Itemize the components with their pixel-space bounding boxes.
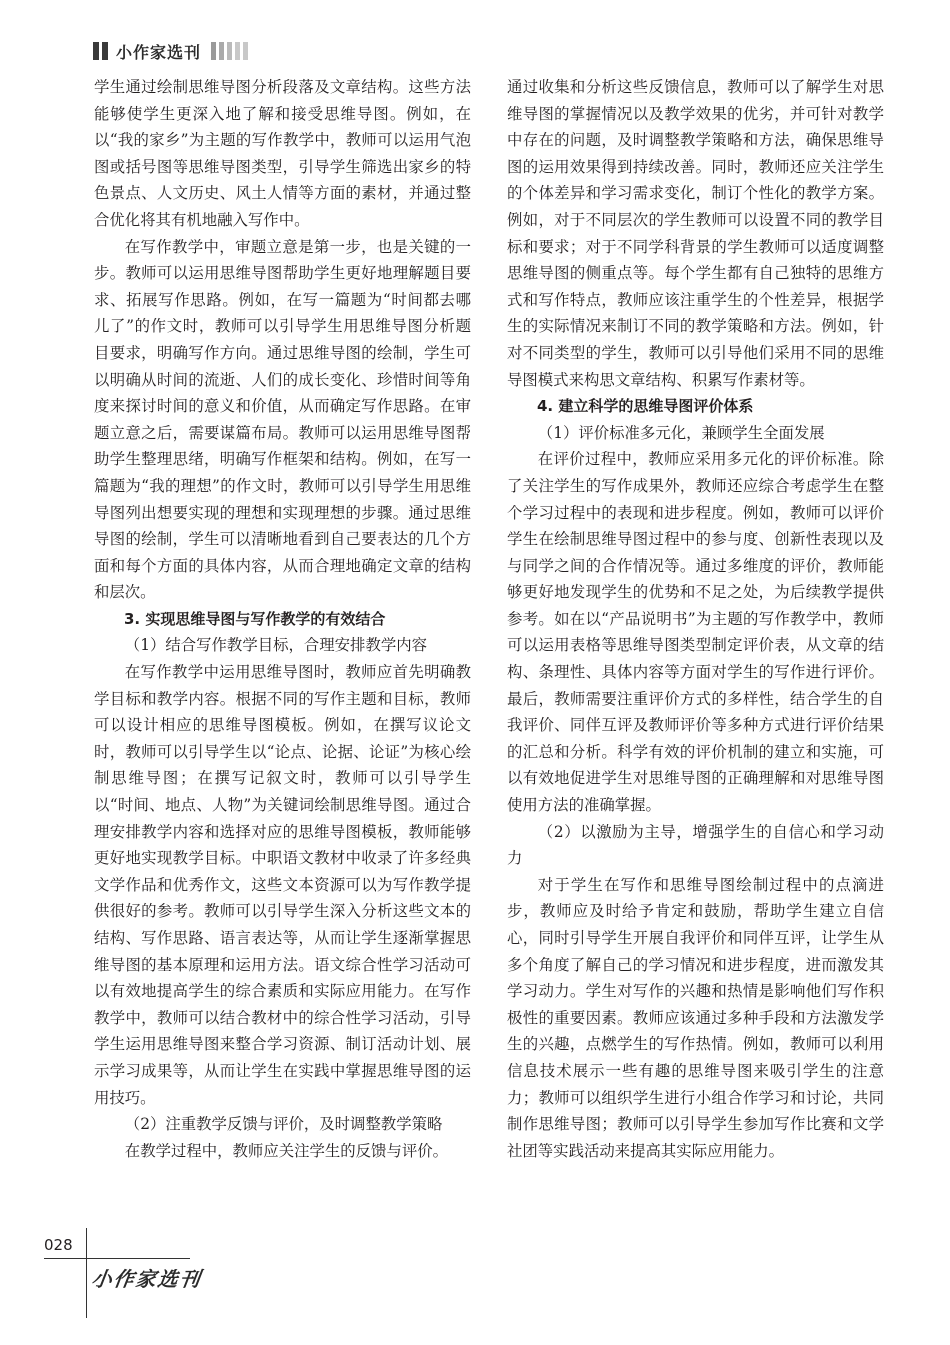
subsection-heading: （2）以激励为主导，增强学生的自信心和学习动力 <box>507 822 884 868</box>
header-light-bars <box>211 42 248 60</box>
paragraph: 对于学生在写作和思维导图绘制过程中的点滴进步，教师应及时给予肯定和鼓励，帮助学生建立自信心，同时引导学生开展自我评价和同伴互评，让学生从多个角度了解自己的学习情况和进步程度，进而激发其学习动力。学生对写作的兴趣和热情是影响他们写作积极性的重要因素。教师应该通过多种手段和方法激发学生的兴趣，点燃学生的写作热情。例如，教师可以利用信息技术展示一些有趣的思维导图来吸引学生的注意力；教师可以组织学生进行小组合作学习和讨论，共同制作思维导图；教师可以引导学生参加写作比赛和文学社团等实践活动来提高其实际应用能力。 <box>507 875 884 1160</box>
paragraph: 通过收集和分析这些反馈信息，教师可以了解学生对思维导图的掌握情况以及教学效果的优劣，并可针对教学中存在的问题，及时调整教学策略和方法，确保思维导图的运用效果得到持续改善。同时，教师还应关注学生的个体差异和学习需求变化，制订个性化的教学方案。例如，对于不同层次的学生教师可以设置不同的教学目标和要求；对于不同学科背景的学生教师可以适度调整思维导图的侧重点等。每个学生都有自己独特的思维方式和写作特点，教师应该注重学生的个性差异，根据学生的实际情况来制订不同的教学策略和方法。例如，针对不同类型的学生，教师可以引导他们采用不同的思维导图模式来构思文章结构、积累写作素材等。 <box>507 78 884 389</box>
paragraph: 学生通过绘制思维导图分析段落及文章结构。这些方法能够使学生更深入地了解和接受思维导图。例如，在以“我的家乡”为主题的写作教学中，教师可以运用气泡图或括号图等思维导图类型，引导学生筛选出家乡的特色景点、人文历史、风土人情等方面的素材，并通过整合优化将其有机地融入写作中。 <box>94 78 471 229</box>
subsection-heading: （1）评价标准多元化，兼顾学生全面发展 <box>537 423 825 442</box>
page-number: 028 <box>44 1236 73 1254</box>
section-heading: 4. 建立科学的思维导图评价体系 <box>537 397 754 416</box>
subsection-heading: （1）结合写作教学目标，合理安排教学内容 <box>124 636 428 655</box>
journal-title: 小作家选刊 <box>116 42 202 62</box>
running-header <box>93 38 248 64</box>
paragraph: 在教学过程中，教师应关注学生的反馈与评价。 <box>124 1141 449 1160</box>
paragraph: 在评价过程中，教师应采用多元化的评价标准。除了关注学生的写作成果外，教师还应综合考虑学生在整个学习过程中的表现和进步程度。例如，教师可以评价学生在绘制思维导图过程中的参与度、创新性表现以及与同学之间的合作情况等。通过多维度的评价，教师能够更好地发现学生的优势和不足之处，为后续教学提供参考。如在以“产品说明书”为主题的写作教学中，教师可以运用表格等思维导图类型制定评价表，从文章的结构、条理性、具体内容等方面对学生的写作进行评价。最后，教师需要注重评价方式的多样性，结合学生的自我评价、同伴互评及教师评价等多种方式进行评价结果的汇总和分析。科学有效的评价机制的建立和实施，可以有效地促进学生对思维导图的正确理解和对思维导图使用方法的准确掌握。 <box>507 450 884 815</box>
header-dark-bars <box>93 42 108 60</box>
paragraph: 在写作教学中，审题立意是第一步，也是关键的一步。教师可以运用思维导图帮助学生更好地理解题目要求、拓展写作思路。例如，在写一篇题为“时间都去哪儿了”的作文时，教师可以引导学生用思维导图分析题目要求，明确写作方向。通过思维导图的绘制，学生可以明确从时间的流逝、人们的成长变化、珍惜时间等角度来探讨时间的意义和价值，从而确定写作思路。在审题立意之后，需要谋篇布局。教师可以运用思维导图帮助学生整理思绪，明确写作框架和结构。例如，在写一篇题为“我的理想”的作文时，教师可以引导学生用思维导图列出想要实现的理想和实现理想的步骤。通过思维导图的绘制，学生可以清晰地看到自己要表达的几个方面和每个方面的具体内容，从而合理地确定文章的结构和层次。 <box>94 237 471 602</box>
footer-horizontal-rule <box>44 1258 190 1259</box>
left-column <box>94 74 471 1164</box>
section-heading: 3. 实现思维导图与写作教学的有效结合 <box>124 609 386 628</box>
subsection-heading: （2）注重教学反馈与评价，及时调整教学策略 <box>124 1115 443 1134</box>
paragraph: 在写作教学中运用思维导图时，教师应首先明确教学目标和教学内容。根据不同的写作主题和目标，教师可以设计相应的思维导图模板。例如，在撰写议论文时，教师可以引导学生以“论点、论据、论证”为核心绘制思维导图；在撰写记叙文时，教师可以引导学生以“时间、地点、人物”为关键词绘制思维导图。通过合理安排教学内容和选择对应的思维导图模板，教师能够更好地实现教学目标。中职语文教材中收录了许多经典文学作品和优秀作文，这些文本资源可以为写作教学提供很好的参考。教师可以引导学生深入分析这些文本的结构、写作思路、语言表达等，从而让学生逐渐掌握思维导图的基本原理和运用方法。语文综合性学习活动可以有效地提高学生的综合素质和实际应用能力。在写作教学中，教师可以结合教材中的综合性学习活动，引导学生运用思维导图来整合学习资源、制订活动计划、展示学习成果等，从而让学生在实践中掌握思维导图的运用技巧。 <box>94 663 471 1107</box>
right-column <box>507 74 884 1164</box>
footer-logo: 小作家选刊 <box>90 1267 204 1291</box>
footer-vertical-rule <box>86 1228 87 1318</box>
